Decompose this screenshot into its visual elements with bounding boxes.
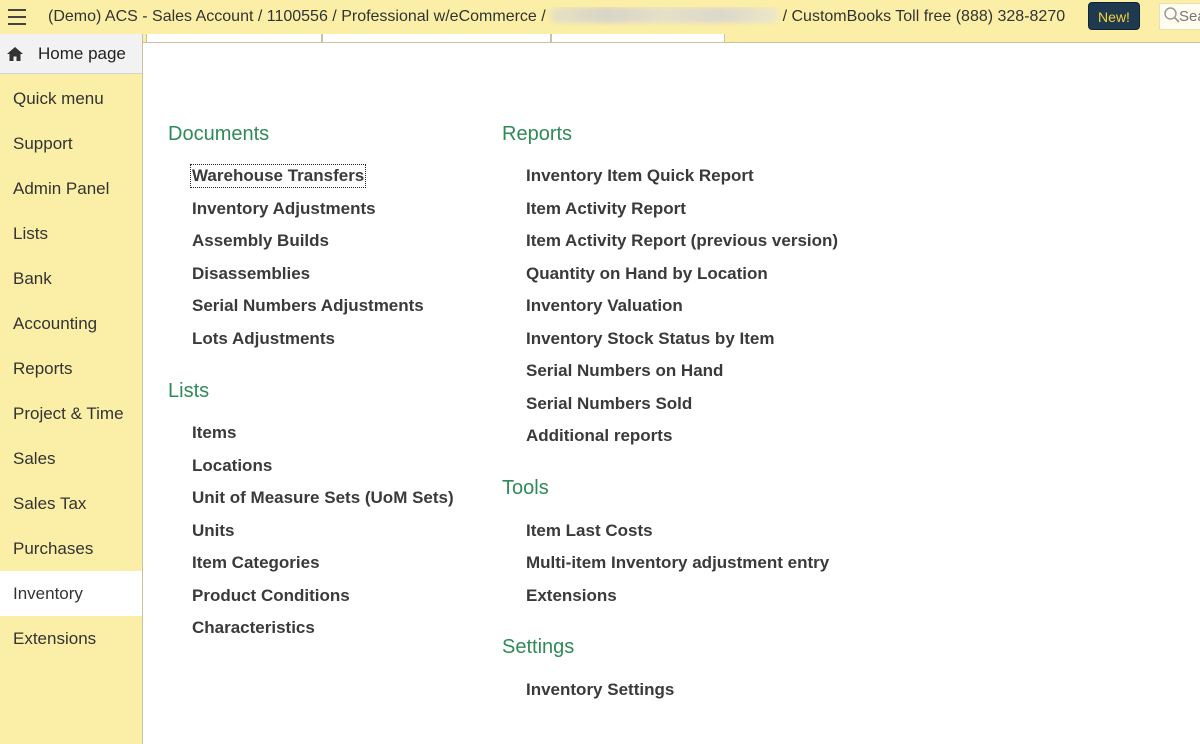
sidebar — [0, 34, 143, 744]
link-warehouse-transfers[interactable]: Warehouse Transfers — [192, 166, 365, 185]
tab-strip — [142, 34, 1200, 43]
tab-1[interactable] — [146, 34, 322, 43]
sidebar-item-bank[interactable]: Bank — [13, 269, 52, 288]
lists-heading: Lists — [168, 380, 210, 402]
reports-heading: Reports — [502, 123, 573, 145]
link-item-categories[interactable]: Item Categories — [192, 553, 320, 572]
sidebar-item-sales-tax[interactable]: Sales Tax — [13, 494, 87, 513]
top-bar — [0, 0, 1200, 34]
link-inventory-adjustments[interactable]: Inventory Adjustments — [192, 199, 376, 218]
link-units[interactable]: Units — [192, 521, 235, 540]
link-inventory-stock-status[interactable]: Inventory Stock Status by Item — [526, 329, 775, 348]
link-inventory-settings[interactable]: Inventory Settings — [526, 680, 675, 699]
link-item-activity-report-previous[interactable]: Item Activity Report (previous version) — [526, 231, 839, 250]
title-prefix: (Demo) ACS - Sales Account / 1100556 / Professional w/eCommerce / — [48, 8, 551, 25]
sidebar-item-purchases[interactable]: Purchases — [13, 539, 94, 558]
sidebar-home-label: Home page — [38, 44, 126, 63]
link-multi-item-adjustment-entry[interactable]: Multi-item Inventory adjustment entry — [526, 553, 830, 572]
sidebar-item-inventory[interactable]: Inventory — [0, 571, 142, 616]
link-item-last-costs[interactable]: Item Last Costs — [526, 521, 653, 540]
sidebar-item-accounting[interactable]: Accounting — [13, 314, 98, 333]
link-item-activity-report[interactable]: Item Activity Report — [526, 199, 686, 218]
sidebar-item-project-time[interactable]: Project & Time — [13, 404, 124, 423]
link-inventory-valuation[interactable]: Inventory Valuation — [526, 296, 683, 315]
link-extensions[interactable]: Extensions — [526, 586, 617, 605]
blurred-email — [550, 7, 778, 23]
link-uom-sets[interactable]: Unit of Measure Sets (UoM Sets) — [192, 488, 454, 507]
link-characteristics[interactable]: Characteristics — [192, 618, 315, 637]
sidebar-item-admin-panel[interactable]: Admin Panel — [13, 179, 110, 198]
sidebar-item-extensions[interactable]: Extensions — [13, 629, 97, 648]
sidebar-item-reports[interactable]: Reports — [13, 359, 73, 378]
link-items[interactable]: Items — [192, 423, 237, 442]
sidebar-item-sales[interactable]: Sales — [13, 449, 56, 468]
link-locations[interactable]: Locations — [192, 456, 273, 475]
account-title — [48, 7, 1088, 26]
hamburger-menu-icon[interactable] — [8, 9, 26, 25]
link-lots-adjustments[interactable]: Lots Adjustments — [192, 329, 335, 348]
tab-2[interactable] — [322, 34, 551, 43]
new-badge-button[interactable]: New! — [1088, 2, 1140, 30]
link-disassemblies[interactable]: Disassemblies — [192, 264, 311, 283]
title-suffix: / CustomBooks Toll free (888) 328-8270 — [778, 8, 1066, 25]
sidebar-item-support[interactable]: Support — [13, 134, 73, 153]
search-box[interactable] — [1159, 3, 1200, 30]
link-serial-numbers-on-hand[interactable]: Serial Numbers on Hand — [526, 361, 724, 380]
home-icon — [6, 46, 24, 62]
tab-3[interactable] — [551, 34, 725, 43]
link-additional-reports[interactable]: Additional reports — [526, 426, 673, 445]
tools-heading: Tools — [502, 477, 549, 499]
link-serial-numbers-adjustments[interactable]: Serial Numbers Adjustments — [192, 296, 424, 315]
documents-heading: Documents — [168, 123, 270, 145]
link-quantity-on-hand-by-location[interactable]: Quantity on Hand by Location — [526, 264, 768, 283]
sidebar-item-lists[interactable]: Lists — [13, 224, 48, 243]
link-product-conditions[interactable]: Product Conditions — [192, 586, 350, 605]
link-assembly-builds[interactable]: Assembly Builds — [192, 231, 329, 250]
search-input[interactable] — [1179, 8, 1200, 25]
sidebar-item-quick-menu[interactable]: Quick menu — [13, 89, 104, 108]
link-inventory-item-quick-report[interactable]: Inventory Item Quick Report — [526, 166, 754, 185]
link-serial-numbers-sold[interactable]: Serial Numbers Sold — [526, 394, 693, 413]
sidebar-home[interactable] — [0, 34, 142, 74]
settings-heading: Settings — [502, 636, 575, 658]
